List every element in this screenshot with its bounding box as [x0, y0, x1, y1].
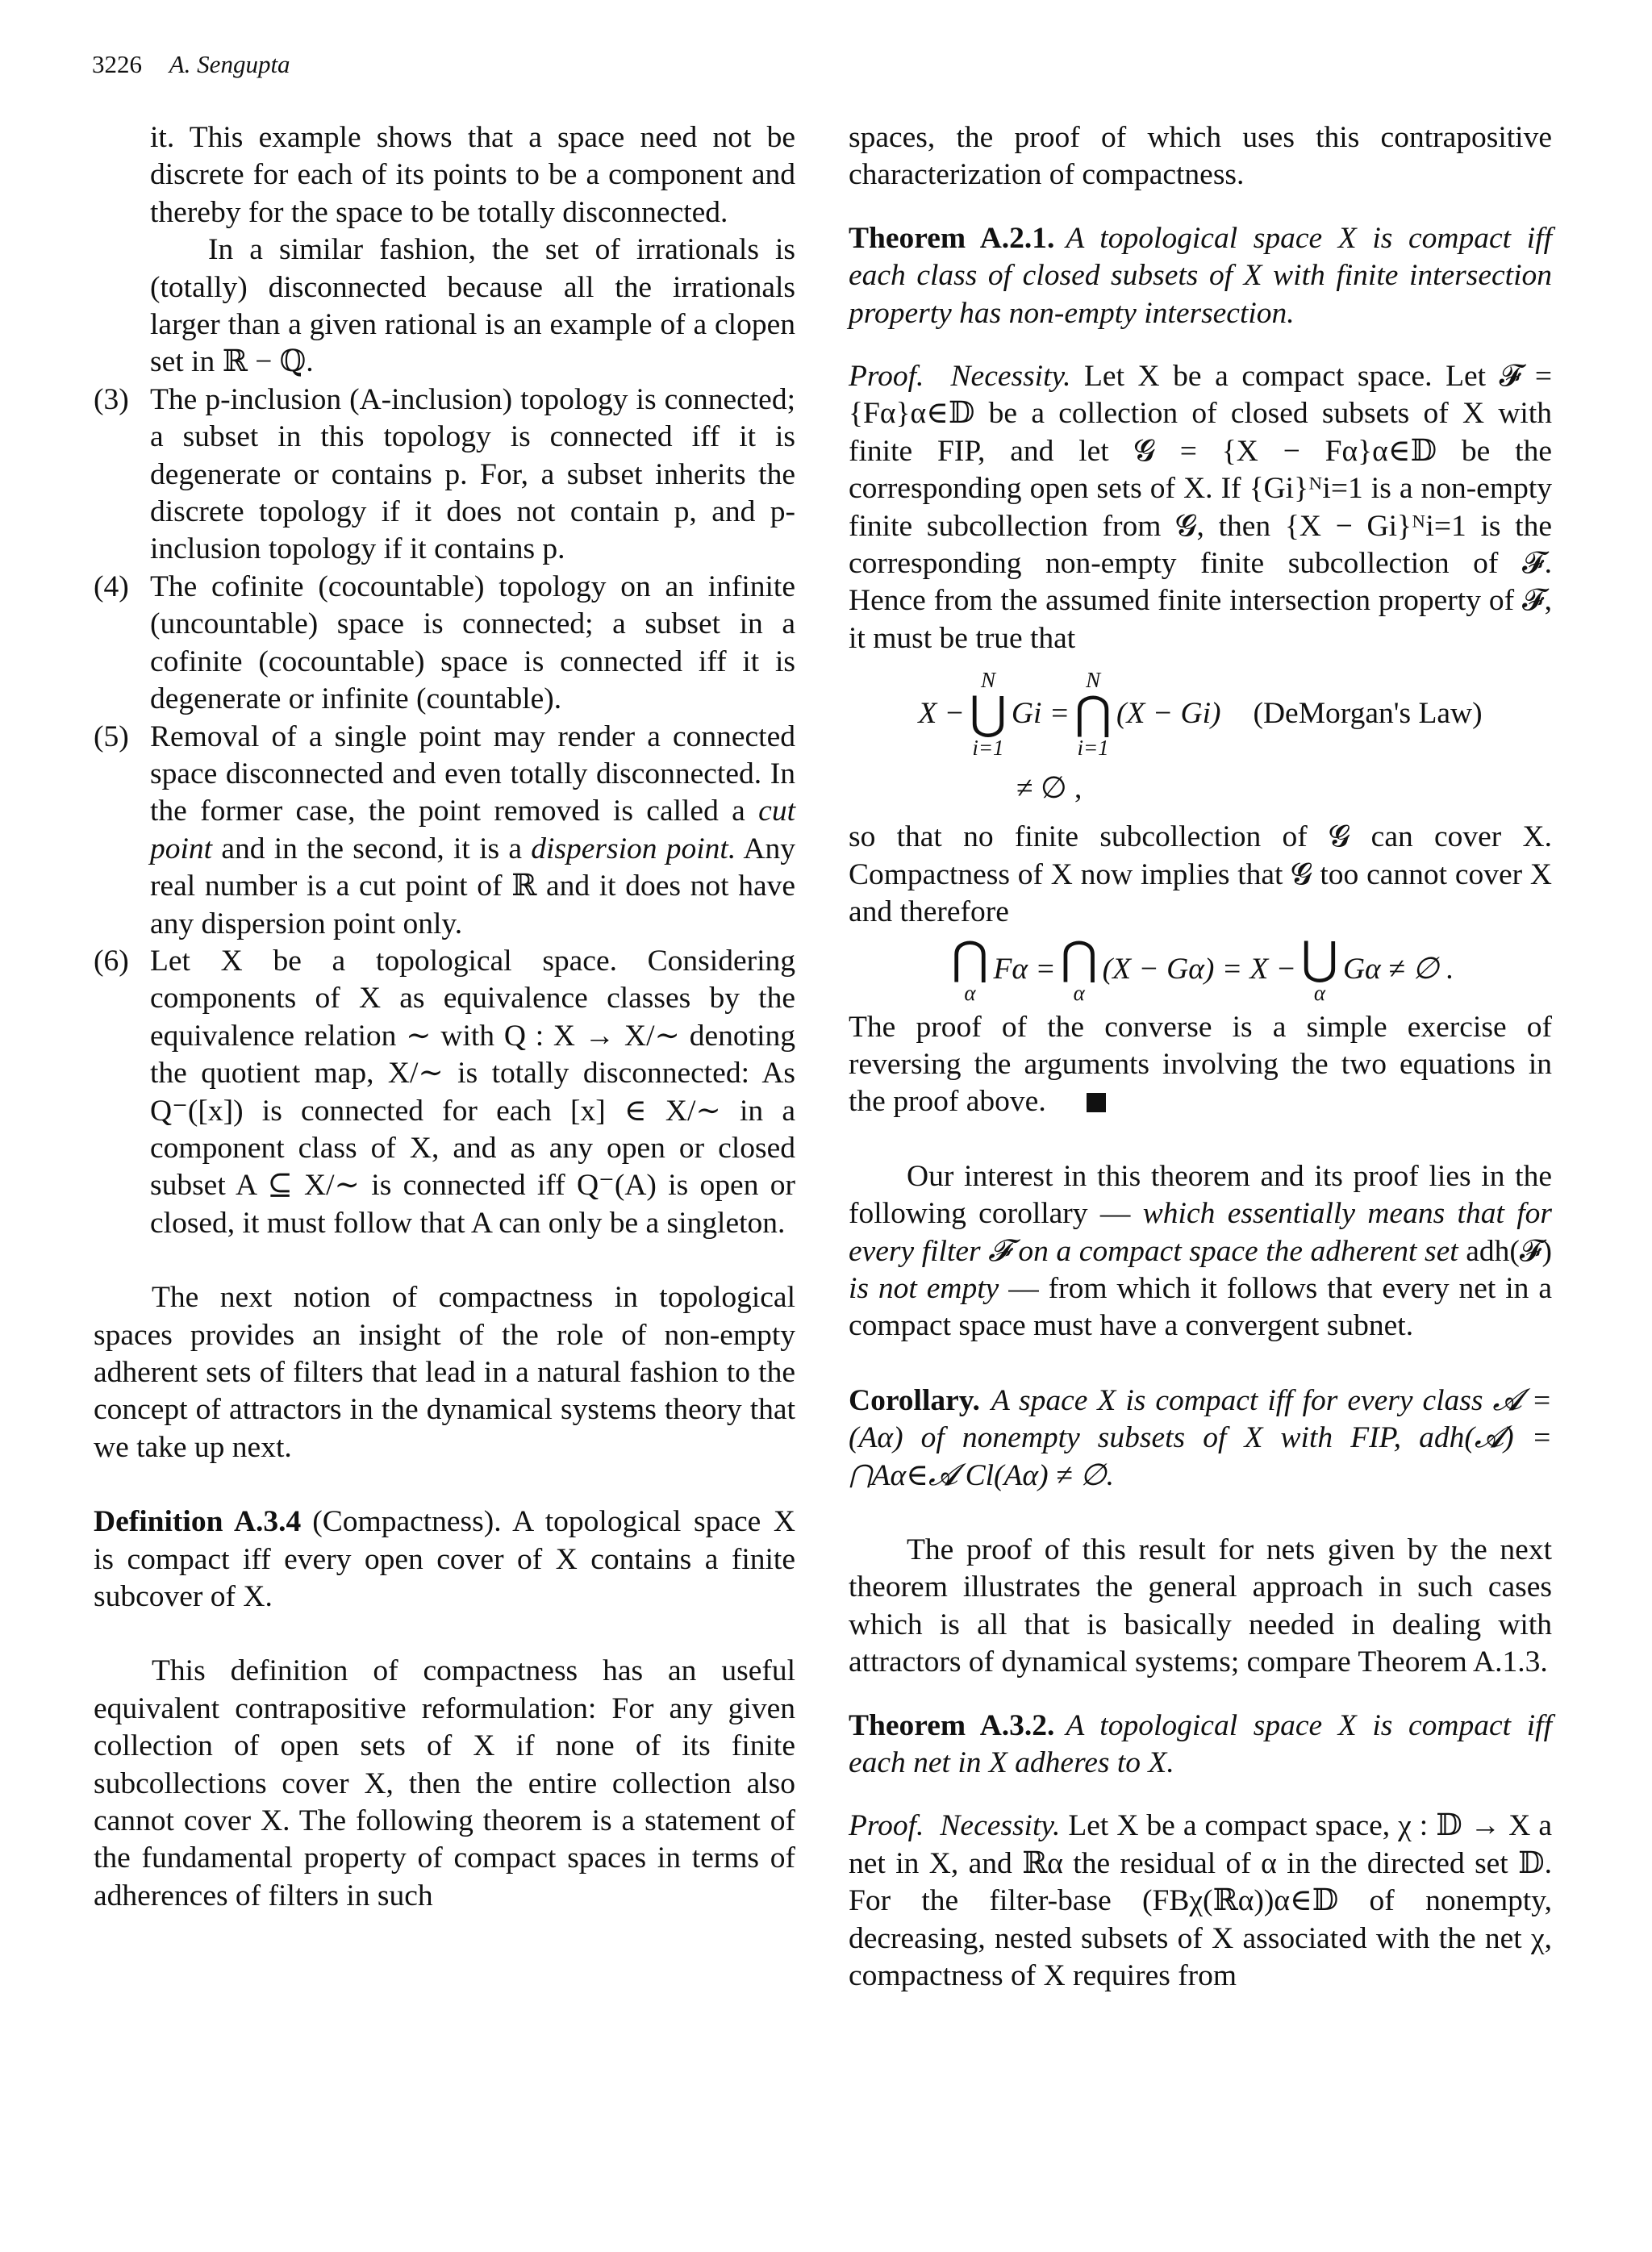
- list-item: [94, 719, 795, 943]
- term-cut-point: cut point: [150, 794, 795, 865]
- paragraph: spaces, the proof of which uses this contrapositive characterization of compactness.: [849, 121, 1552, 192]
- paragraph: This definition of compactness has an useful equivalent contrapositive reformulation: For any given collection of open sets of X if none of its finite subcollections cover X, then the entire collection also cannot cover X. The following theorem is a statement of the fundamental property of compact spaces in terms of adherences of filters in such: [94, 1654, 795, 1912]
- paragraph: The proof of the converse is a simple exercise of reversing the arguments involving the two equations in the proof above.: [849, 1010, 1552, 1119]
- equation-intersection: ⋂ α Fα = ⋂ α (X − Gα) = X − ⋃ α Gα ≠ ∅ .: [951, 933, 1454, 1005]
- right-column: [849, 119, 1552, 1995]
- big-union-symbol: ⋃ α: [1301, 933, 1338, 1005]
- list-text: Let X be a topological space. Considering components of X as equivalence classes by the equivalence relation ∼ with Q : X → X/∼ denoting the quotient map, X/∼ is totally disconnected: As Q⁻([x]) is connected for each [x] ∈ X/∼ in a component class of X, and as any open or closed subset A ⊆ X/∼ is connected iff Q⁻(A) is open or closed, it must follow that A can only be a singleton.: [150, 944, 795, 1240]
- paragraph: The next notion of compactness in topological spaces provides an insight of the role of non-empty adherent sets of filters that lead in a natural fashion to the concept of attractors in the dynamical systems theory that we take up next.: [94, 1281, 795, 1464]
- paragraph: In a similar fashion, the set of irrationals is (totally) disconnected because all the irrationals larger than a given rational is an example of a clopen set in ℝ − ℚ.: [150, 233, 795, 379]
- theorem-heading: Theorem A.3.2.: [849, 1708, 1055, 1742]
- list-number: (3): [94, 382, 129, 416]
- list-item: [94, 943, 795, 1242]
- theorem-statement: A topological space X is compact iff each class of closed subsets of X with finite intersection property has non-empty intersection.: [849, 221, 1552, 330]
- big-union-symbol: N ⋃ i=1: [969, 668, 1007, 761]
- big-intersection-symbol: ⋂ α: [1060, 933, 1098, 1005]
- paragraph: Our interest in this theorem and its proof lies in the following corollary — which essentially means that for every filter 𝓕 on a compact space the adherent set adh(𝓕) is not empty — from which it follows that every net in a compact space must have a convergent subnet.: [849, 1159, 1553, 1343]
- big-intersection-symbol: N ⋂ i=1: [1074, 668, 1112, 761]
- qed-square-icon: [1087, 1093, 1106, 1112]
- list-text: The p-inclusion (A-inclusion) topology is connected; a subset in this topology is connected iff it is degenerate or contains p. For, a subset inherits the discrete topology if it does not contain p, and p-inclusion topology if it contains p.: [150, 382, 795, 566]
- paragraph: it. This example shows that a space need not be discrete for each of its points to be a component and thereby for the space to be totally disconnected.: [150, 121, 795, 229]
- list-text: The cofinite (cocountable) topology on an infinite (uncountable) space is connected; a subset in a cofinite (cocountable) space is connected iff it is degenerate or infinite (countable).: [150, 569, 795, 716]
- equation-note: (DeMorgan's Law): [1253, 697, 1483, 731]
- theorem: [849, 220, 1552, 332]
- definition: Definition A.3.4 (Compactness). A topological space X is compact iff every open cover of X contains a finite subcover of X.: [94, 1505, 795, 1614]
- left-column: [94, 119, 795, 1915]
- page-number: 3226: [92, 50, 142, 78]
- theorem-statement: A topological space X is compact iff each net in X adheres to X.: [849, 1708, 1552, 1779]
- big-intersection-symbol: ⋂ α: [951, 933, 989, 1005]
- proof: Proof. Necessity. Let X be a compact space. Let 𝓕 = {Fα}α∈𝔻 be a collection of closed subsets of X with finite FIP, and let 𝓖 = {X − Fα}α∈𝔻 be the corresponding open sets of X. If {Gi}ᴺi=1 is a non-empty finite subcollection from 𝓖, then {X − Gi}ᴺi=1 is the corresponding non-empty finite subcollection of 𝓕. Hence from the assumed finite intersection property of 𝓕, it must be true that: [849, 360, 1553, 655]
- equation-demorgan: X − N ⋃ i=1 Gi = N ⋂ i=1 (X − Gi) (DeMorgan's Law): [918, 668, 1483, 761]
- proof-label: Proof.: [849, 1809, 924, 1843]
- running-author: A. Sengupta: [169, 50, 290, 78]
- list-number: (6): [94, 944, 129, 978]
- definition-heading: Definition A.3.4: [94, 1505, 302, 1539]
- list-item: [94, 382, 795, 569]
- list-number: (5): [94, 719, 129, 753]
- term-dispersion-point: dispersion point.: [531, 832, 736, 865]
- necessity-label: Necessity.: [950, 360, 1071, 394]
- paragraph: so that no finite subcollection of 𝓖 can cover X. Compactness of X now implies that 𝓖 too cannot cover X and therefore: [849, 820, 1552, 929]
- proof-label: Proof.: [849, 360, 924, 394]
- corollary-heading: Corollary.: [849, 1383, 980, 1417]
- corollary-statement: A space X is compact iff for every class 𝓐 = (Aα) of nonempty subsets of X with FIP, adh(𝓐) = ⋂Aα∈𝓐 Cl(Aα) ≠ ∅.: [849, 1383, 1552, 1492]
- corollary: [849, 1382, 1552, 1495]
- paragraph: The proof of this result for nets given by the next theorem illustrates the general approach in such cases which is all that is basically needed in dealing with attractors of dynamical systems; compare Theorem A.1.3.: [849, 1533, 1552, 1679]
- theorem: [849, 1708, 1552, 1783]
- list-text: Removal of a single point may render a connected space disconnected and even totally disconnected. In the former case, the point removed is called a cut point and in the second, it is a dispersion point. Any real number is a cut point of ℝ and it does not have any dispersion point only.: [150, 719, 795, 940]
- theorem-heading: Theorem A.2.1.: [849, 221, 1055, 255]
- equation-neq: ≠ ∅ ,: [1016, 772, 1083, 806]
- list-item: [94, 569, 795, 719]
- list-number: (4): [94, 569, 129, 603]
- proof: Proof. Necessity. Let X be a compact space, χ : 𝔻 → X a net in X, and ℝα the residual of α in the directed set 𝔻. For the filter-base (FBχ(ℝα))α∈𝔻 of nonempty, decreasing, nested subsets of X associated with the net χ, compactness of X requires from: [849, 1809, 1553, 1993]
- running-header: [92, 50, 290, 79]
- necessity-label: Necessity.: [940, 1809, 1061, 1843]
